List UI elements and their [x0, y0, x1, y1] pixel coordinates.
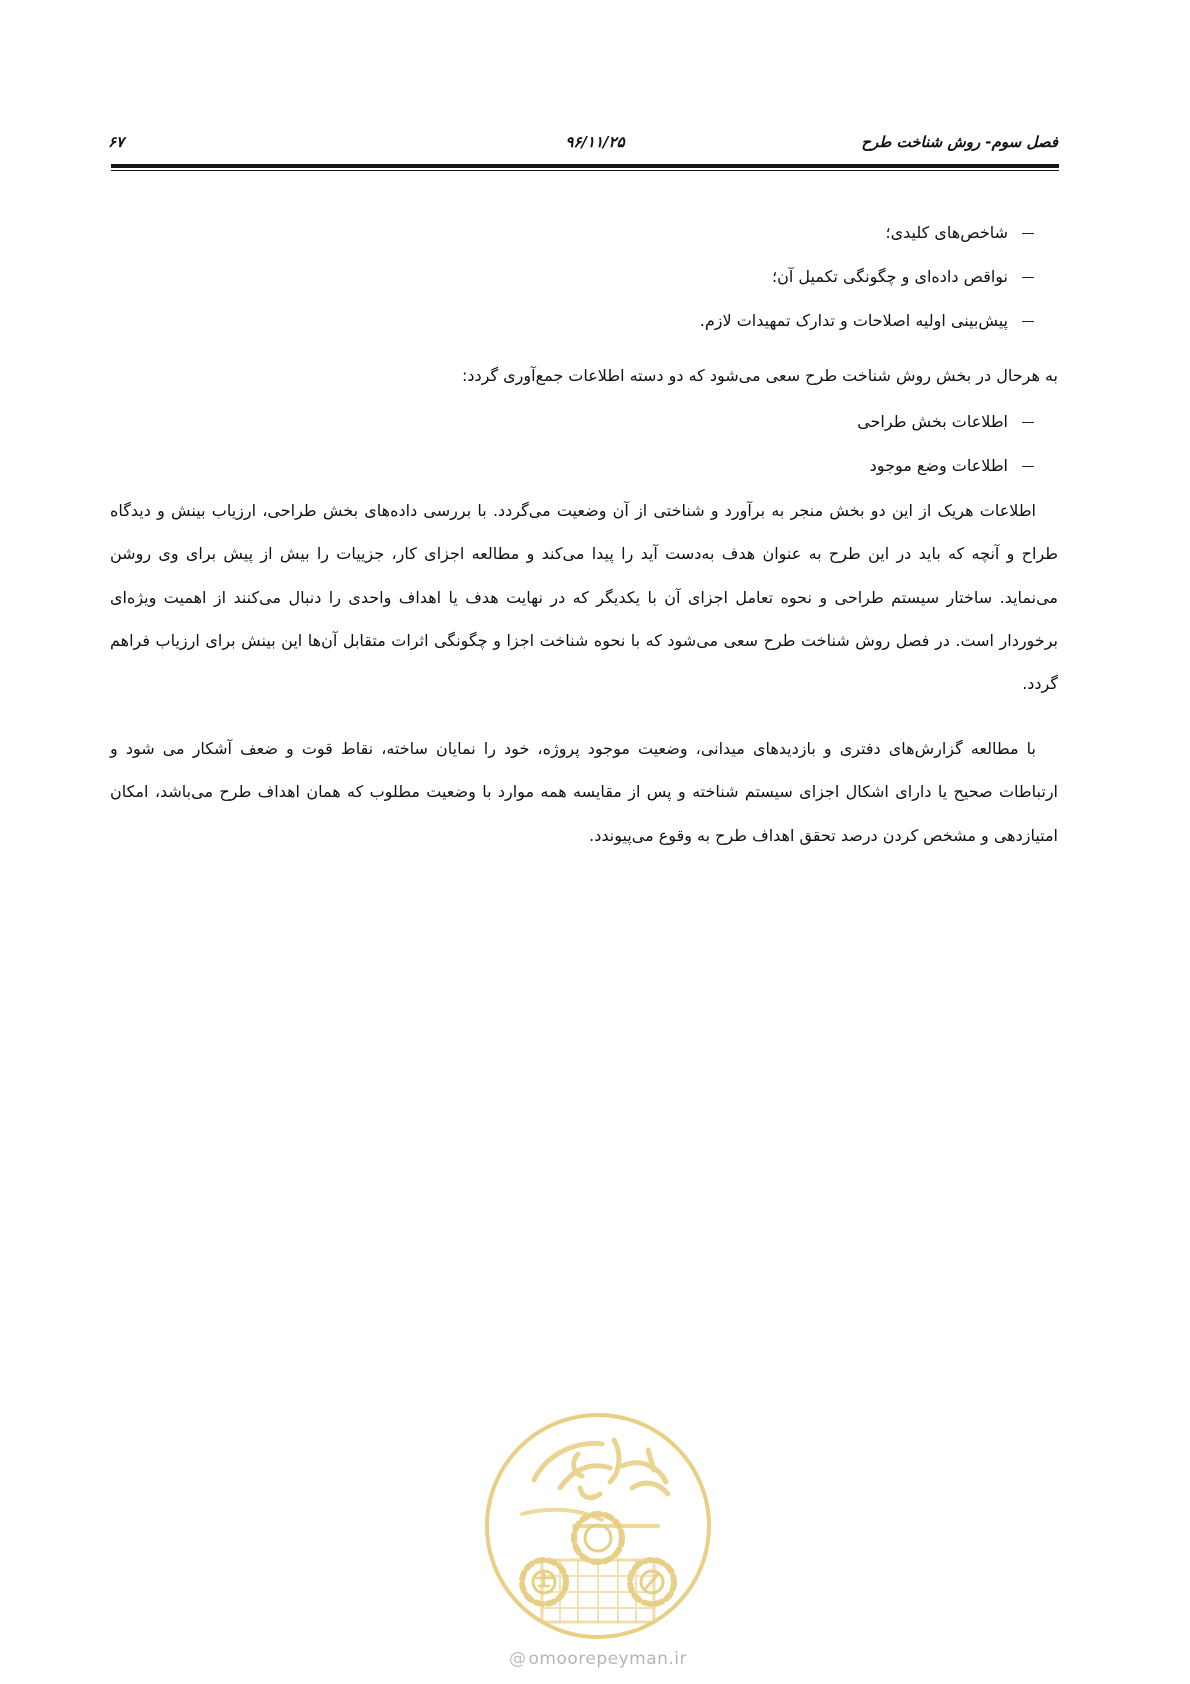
watermark-logo [482, 1410, 714, 1642]
watermark-url-text: omoorepeyman.ir [528, 1649, 688, 1669]
list-item-text: نواقص داده‌ای و چگونگی تکمیل آن؛ [772, 267, 1008, 286]
page-number: ۶۷ [108, 133, 125, 151]
list-item-text: شاخص‌های کلیدی؛ [885, 223, 1008, 242]
header-rule-thick [111, 164, 1059, 168]
chapter-title: فصل سوم- روش شناخت طرح [861, 133, 1058, 151]
info-categories-list [130, 400, 1058, 488]
body-paragraph: با مطالعه گزارش‌های دفتری و بازدیدهای میدانی، وضعیت موجود پروژه، خود را نمایان ساخته، نقاط قوت و ضعف آشکار می شود و ارتباطات صحیح یا دارای اشکال اجزای سیستم شناخته و پس از مقایسه همه موارد با وضعیت مطلوب که همان اهداف طرح می‌باشد، امکان امتیازدهی و مشخص کردن درصد تحقق اهداف طرح به وقوع می‌پیوندد. [110, 739, 1058, 845]
key-items-list [130, 211, 1058, 343]
dash-bullet-icon [1022, 321, 1034, 322]
list-item [130, 299, 1058, 343]
dash-bullet-icon [1022, 422, 1034, 423]
header-rule-thin [111, 170, 1059, 171]
list-item-text: پیش‌بینی اولیه اصلاحات و تدارک تمهیدات لازم. [699, 311, 1008, 330]
body-paragraph: اطلاعات هریک از این دو بخش منجر به برآورد و شناختی از آن وضعیت می‌گردد. با بررسی داده‌های بخش طراحی، ارزیاب بینش و دیدگاه طراح و آنچه که باید در این طرح به عنوان هدف به‌دست آید را پیدا می‌کند و مطالعه اجزای کار، جزییات را بیش از پیش برای وی روشن می‌نماید. ساختار سیستم طراحی و نحوه تعامل اجزای آن با یکدیگر که در نهایت هدف یا اهداف واحدی را دنبال می‌کنند از اهمیت ویژه‌ای برخوردار است. در فصل روش شناخت طرح سعی می‌شود که با نحوه شناخت اجزا و چگونگی اثرات متقابل آن‌ها این بینش برای ارزیاب فراهم گردد. [110, 501, 1058, 694]
at-sign-icon: @ [508, 1649, 527, 1669]
list-item [130, 255, 1058, 299]
watermark-url [480, 1649, 716, 1669]
list-item-text: اطلاعات بخش طراحی [857, 412, 1008, 431]
list-item-text: اطلاعات وضع موجود [869, 456, 1008, 475]
list-item [130, 211, 1058, 255]
dash-bullet-icon [1022, 466, 1034, 467]
intro-paragraph: به هرحال در بخش روش شناخت طرح سعی می‌شود که دو دسته اطلاعات جمع‌آوری گردد: [461, 366, 1058, 385]
list-item [130, 400, 1058, 444]
header-date: ۹۶/۱۱/۲۵ [565, 133, 625, 151]
dash-bullet-icon [1022, 277, 1034, 278]
dash-bullet-icon [1022, 233, 1034, 234]
list-item [130, 444, 1058, 488]
